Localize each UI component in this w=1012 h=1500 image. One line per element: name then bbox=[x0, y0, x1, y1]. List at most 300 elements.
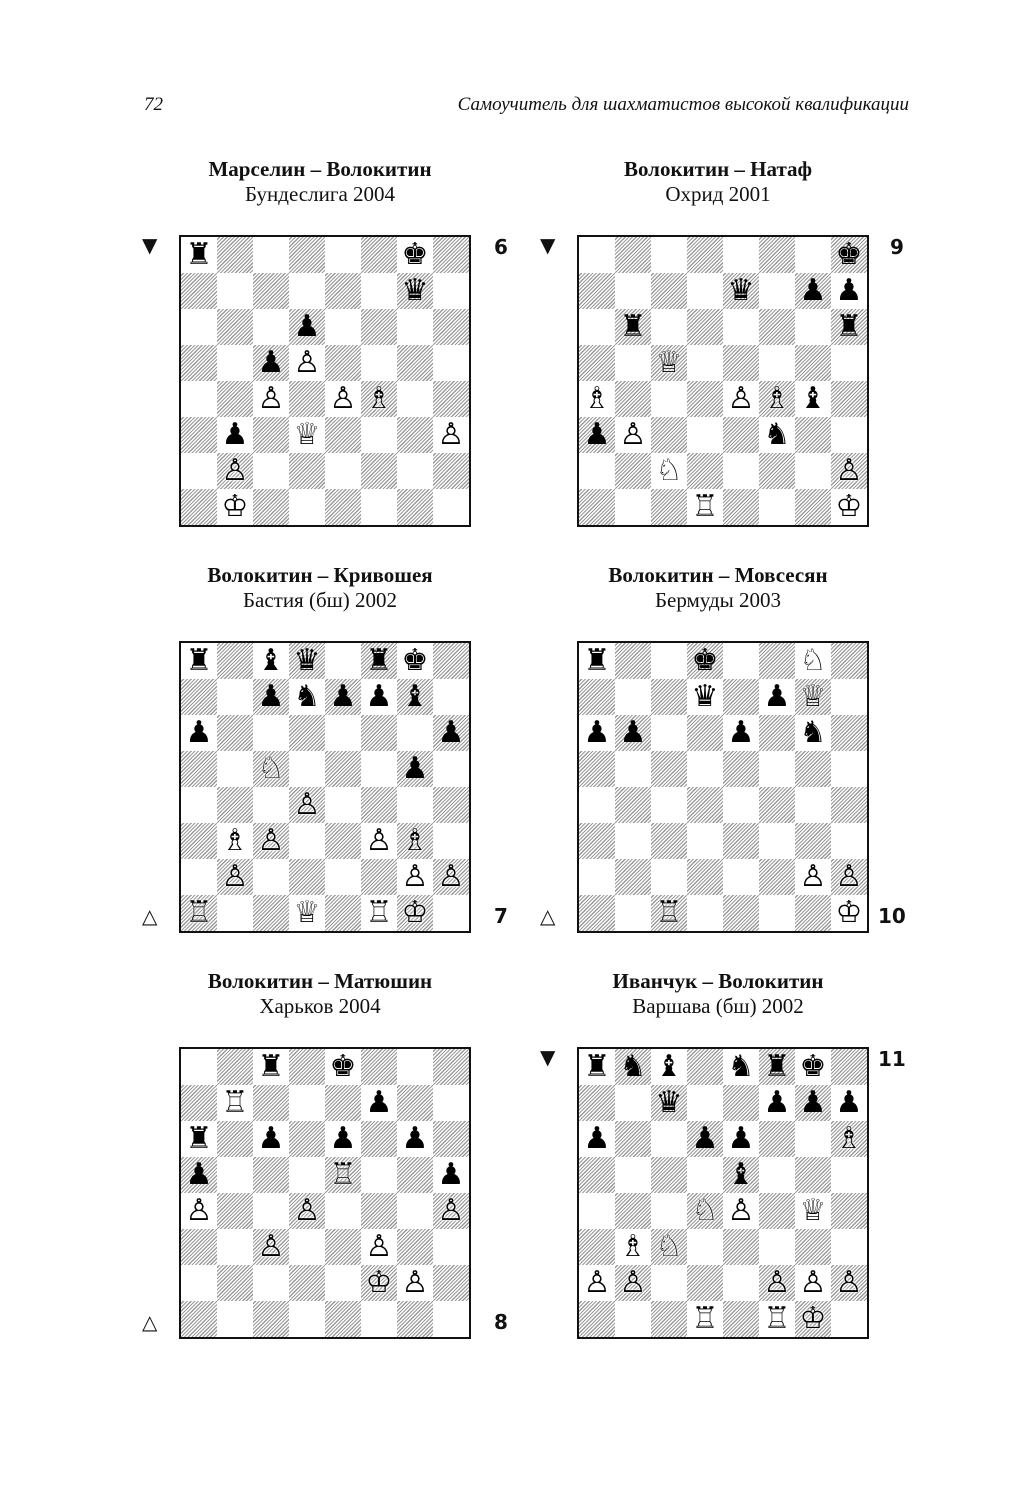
black-rook-icon: ♜ bbox=[257, 1049, 285, 1084]
dark-square bbox=[325, 1085, 361, 1121]
dark-square bbox=[361, 1193, 397, 1229]
dark-square bbox=[325, 489, 361, 525]
diagram-number: 10 bbox=[878, 904, 906, 928]
black-pawn-icon: ♟ bbox=[257, 1121, 285, 1156]
dark-square bbox=[217, 1265, 253, 1301]
dark-square bbox=[651, 417, 687, 453]
light-square bbox=[651, 715, 687, 751]
black-rook-icon: ♜ bbox=[365, 643, 393, 678]
game-event: Охрид 2001 bbox=[665, 182, 771, 206]
dark-square bbox=[579, 1301, 615, 1337]
dark-square bbox=[181, 751, 217, 787]
black-pawn-icon: ♟ bbox=[365, 679, 393, 714]
black-pawn-icon: ♟ bbox=[619, 715, 647, 750]
dark-square bbox=[795, 345, 831, 381]
dark-square bbox=[325, 823, 361, 859]
dark-square bbox=[687, 1265, 723, 1301]
light-square bbox=[615, 679, 651, 715]
light-square bbox=[615, 1301, 651, 1337]
white-bishop-icon: ♗ bbox=[365, 381, 393, 416]
diagram-10 bbox=[542, 563, 962, 963]
white-pawn-icon: ♙ bbox=[835, 859, 863, 894]
white-bishop-icon: ♗ bbox=[221, 823, 249, 858]
dark-square bbox=[433, 453, 469, 489]
light-square bbox=[723, 859, 759, 895]
game-title: Волокитин – Кривошея bbox=[207, 563, 433, 587]
dark-square bbox=[687, 859, 723, 895]
light-square bbox=[651, 237, 687, 273]
light-square bbox=[433, 679, 469, 715]
white-rook-icon: ♖ bbox=[691, 1301, 719, 1336]
dark-square bbox=[615, 453, 651, 489]
dark-square bbox=[181, 273, 217, 309]
light-square bbox=[579, 453, 615, 489]
light-square bbox=[795, 787, 831, 823]
black-queen-icon: ♛ bbox=[401, 273, 429, 308]
black-pawn-icon: ♟ bbox=[691, 1121, 719, 1156]
dark-square bbox=[831, 1193, 867, 1229]
light-square bbox=[615, 1085, 651, 1121]
light-square bbox=[615, 489, 651, 525]
turn-indicator: △ bbox=[142, 1310, 158, 1334]
dark-square bbox=[615, 381, 651, 417]
light-square bbox=[217, 1229, 253, 1265]
chess-board bbox=[577, 235, 869, 527]
white-pawn-icon: ♙ bbox=[221, 453, 249, 488]
light-square bbox=[687, 895, 723, 931]
turn-indicator: ▼ bbox=[540, 1045, 556, 1069]
dark-square bbox=[289, 1121, 325, 1157]
light-square bbox=[795, 1121, 831, 1157]
dark-square bbox=[289, 715, 325, 751]
light-square bbox=[759, 895, 795, 931]
light-square bbox=[325, 453, 361, 489]
light-square bbox=[433, 751, 469, 787]
black-knight-icon: ♞ bbox=[763, 417, 791, 452]
light-square bbox=[759, 823, 795, 859]
dark-square bbox=[289, 859, 325, 895]
dark-square bbox=[181, 1301, 217, 1337]
diagram-8 bbox=[144, 969, 564, 1369]
black-knight-icon: ♞ bbox=[293, 679, 321, 714]
dark-square bbox=[289, 1049, 325, 1085]
black-king-icon: ♚ bbox=[799, 1049, 827, 1084]
black-knight-icon: ♞ bbox=[799, 715, 827, 750]
light-square bbox=[289, 489, 325, 525]
light-square bbox=[651, 309, 687, 345]
white-king-icon: ♔ bbox=[365, 1265, 393, 1300]
dark-square bbox=[217, 715, 253, 751]
light-square bbox=[397, 715, 433, 751]
dark-square bbox=[361, 453, 397, 489]
black-pawn-icon: ♟ bbox=[437, 1157, 465, 1192]
dark-square bbox=[217, 237, 253, 273]
game-event: Харьков 2004 bbox=[259, 994, 381, 1018]
light-square bbox=[253, 787, 289, 823]
light-square bbox=[723, 787, 759, 823]
dark-square bbox=[579, 489, 615, 525]
black-bishop-icon: ♝ bbox=[401, 679, 429, 714]
black-pawn-icon: ♟ bbox=[763, 1085, 791, 1120]
dark-square bbox=[361, 715, 397, 751]
chess-board bbox=[179, 641, 471, 933]
light-square bbox=[723, 237, 759, 273]
light-square bbox=[651, 859, 687, 895]
white-king-icon: ♔ bbox=[835, 489, 863, 524]
dark-square bbox=[397, 489, 433, 525]
dark-square bbox=[579, 1085, 615, 1121]
dark-square bbox=[397, 1301, 433, 1337]
dark-square bbox=[397, 1085, 433, 1121]
dark-square bbox=[759, 309, 795, 345]
running-title: Самоучитель для шахматистов высокой квалификации bbox=[457, 94, 909, 115]
light-square bbox=[759, 489, 795, 525]
dark-square bbox=[579, 345, 615, 381]
light-square bbox=[289, 1229, 325, 1265]
dark-square bbox=[253, 1157, 289, 1193]
dark-square bbox=[325, 751, 361, 787]
light-square bbox=[795, 237, 831, 273]
white-rook-icon: ♖ bbox=[221, 1085, 249, 1120]
light-square bbox=[325, 787, 361, 823]
dark-square bbox=[615, 1121, 651, 1157]
light-square bbox=[651, 1265, 687, 1301]
dark-square bbox=[687, 787, 723, 823]
light-square bbox=[433, 273, 469, 309]
dark-square bbox=[181, 345, 217, 381]
dark-square bbox=[433, 1121, 469, 1157]
white-pawn-icon: ♙ bbox=[583, 1265, 611, 1300]
light-square bbox=[217, 751, 253, 787]
light-square bbox=[397, 787, 433, 823]
dark-square bbox=[615, 859, 651, 895]
dark-square bbox=[723, 417, 759, 453]
light-square bbox=[289, 273, 325, 309]
dark-square bbox=[433, 309, 469, 345]
light-square bbox=[687, 751, 723, 787]
light-square bbox=[759, 1157, 795, 1193]
dark-square bbox=[289, 453, 325, 489]
white-pawn-icon: ♙ bbox=[619, 1265, 647, 1300]
dark-square bbox=[181, 823, 217, 859]
dark-square bbox=[579, 823, 615, 859]
dark-square bbox=[615, 237, 651, 273]
white-pawn-icon: ♙ bbox=[257, 823, 285, 858]
white-bishop-icon: ♗ bbox=[619, 1229, 647, 1264]
light-square bbox=[325, 859, 361, 895]
light-square bbox=[723, 453, 759, 489]
light-square bbox=[181, 309, 217, 345]
game-event: Бермуды 2003 bbox=[654, 588, 782, 612]
black-bishop-icon: ♝ bbox=[727, 1157, 755, 1192]
black-queen-icon: ♛ bbox=[293, 643, 321, 678]
white-pawn-icon: ♙ bbox=[329, 381, 357, 416]
dark-square bbox=[795, 417, 831, 453]
black-pawn-icon: ♟ bbox=[835, 1085, 863, 1120]
dark-square bbox=[723, 895, 759, 931]
light-square bbox=[687, 1085, 723, 1121]
black-knight-icon: ♞ bbox=[727, 1049, 755, 1084]
dark-square bbox=[687, 1049, 723, 1085]
white-pawn-icon: ♙ bbox=[835, 453, 863, 488]
white-pawn-icon: ♙ bbox=[401, 1265, 429, 1300]
white-king-icon: ♔ bbox=[835, 895, 863, 930]
dark-square bbox=[181, 1229, 217, 1265]
white-rook-icon: ♖ bbox=[691, 489, 719, 524]
black-pawn-icon: ♟ bbox=[727, 715, 755, 750]
white-knight-icon: ♘ bbox=[257, 751, 285, 786]
dark-square bbox=[289, 237, 325, 273]
dark-square bbox=[723, 823, 759, 859]
dark-square bbox=[723, 1085, 759, 1121]
light-square bbox=[253, 715, 289, 751]
black-bishop-icon: ♝ bbox=[655, 1049, 683, 1084]
white-rook-icon: ♖ bbox=[329, 1157, 357, 1192]
light-square bbox=[397, 381, 433, 417]
white-pawn-icon: ♙ bbox=[727, 1193, 755, 1228]
black-king-icon: ♚ bbox=[401, 237, 429, 272]
white-pawn-icon: ♙ bbox=[257, 1229, 285, 1264]
dark-square bbox=[723, 751, 759, 787]
dark-square bbox=[397, 1157, 433, 1193]
dark-square bbox=[361, 859, 397, 895]
black-pawn-icon: ♟ bbox=[365, 1085, 393, 1120]
white-bishop-icon: ♗ bbox=[401, 823, 429, 858]
black-king-icon: ♚ bbox=[691, 643, 719, 678]
light-square bbox=[759, 273, 795, 309]
light-square bbox=[217, 273, 253, 309]
light-square bbox=[217, 1157, 253, 1193]
black-pawn-icon: ♟ bbox=[329, 1121, 357, 1156]
light-square bbox=[325, 643, 361, 679]
dark-square bbox=[759, 859, 795, 895]
turn-indicator: △ bbox=[540, 904, 556, 928]
light-square bbox=[831, 1301, 867, 1337]
turn-indicator: ▼ bbox=[540, 233, 556, 257]
turn-indicator: ▼ bbox=[142, 233, 158, 257]
black-pawn-icon: ♟ bbox=[221, 417, 249, 452]
dark-square bbox=[687, 237, 723, 273]
light-square bbox=[289, 823, 325, 859]
black-pawn-icon: ♟ bbox=[401, 751, 429, 786]
dark-square bbox=[795, 895, 831, 931]
white-pawn-icon: ♙ bbox=[293, 345, 321, 380]
white-pawn-icon: ♙ bbox=[619, 417, 647, 452]
dark-square bbox=[759, 237, 795, 273]
white-bishop-icon: ♗ bbox=[763, 381, 791, 416]
light-square bbox=[325, 309, 361, 345]
black-rook-icon: ♜ bbox=[619, 309, 647, 344]
dark-square bbox=[723, 345, 759, 381]
black-king-icon: ♚ bbox=[835, 237, 863, 272]
white-queen-icon: ♕ bbox=[799, 679, 827, 714]
dark-square bbox=[253, 273, 289, 309]
dark-square bbox=[795, 489, 831, 525]
light-square bbox=[181, 1049, 217, 1085]
black-rook-icon: ♜ bbox=[835, 309, 863, 344]
dark-square bbox=[795, 751, 831, 787]
black-rook-icon: ♜ bbox=[763, 1049, 791, 1084]
dark-square bbox=[651, 751, 687, 787]
white-pawn-icon: ♙ bbox=[763, 1265, 791, 1300]
dark-square bbox=[759, 787, 795, 823]
dark-square bbox=[253, 1301, 289, 1337]
dark-square bbox=[253, 417, 289, 453]
white-queen-icon: ♕ bbox=[655, 345, 683, 380]
dark-square bbox=[579, 1157, 615, 1193]
white-pawn-icon: ♙ bbox=[185, 1193, 213, 1228]
light-square bbox=[289, 1085, 325, 1121]
white-knight-icon: ♘ bbox=[691, 1193, 719, 1228]
dark-square bbox=[217, 1121, 253, 1157]
white-pawn-icon: ♙ bbox=[293, 1193, 321, 1228]
black-bishop-icon: ♝ bbox=[257, 643, 285, 678]
dark-square bbox=[361, 1049, 397, 1085]
dark-square bbox=[579, 895, 615, 931]
white-pawn-icon: ♙ bbox=[437, 859, 465, 894]
light-square bbox=[615, 345, 651, 381]
light-square bbox=[325, 237, 361, 273]
dark-square bbox=[181, 489, 217, 525]
light-square bbox=[687, 1229, 723, 1265]
dark-square bbox=[831, 1049, 867, 1085]
dark-square bbox=[361, 1121, 397, 1157]
light-square bbox=[759, 1229, 795, 1265]
dark-square bbox=[361, 787, 397, 823]
black-bishop-icon: ♝ bbox=[799, 381, 827, 416]
black-rook-icon: ♜ bbox=[185, 643, 213, 678]
black-pawn-icon: ♟ bbox=[799, 273, 827, 308]
dark-square bbox=[433, 643, 469, 679]
dark-square bbox=[289, 1265, 325, 1301]
light-square bbox=[795, 309, 831, 345]
dark-square bbox=[433, 787, 469, 823]
light-square bbox=[289, 751, 325, 787]
dark-square bbox=[759, 1121, 795, 1157]
light-square bbox=[687, 1157, 723, 1193]
game-title: Марселин – Волокитин bbox=[208, 157, 432, 181]
white-pawn-icon: ♙ bbox=[365, 1229, 393, 1264]
dark-square bbox=[831, 715, 867, 751]
black-pawn-icon: ♟ bbox=[185, 715, 213, 750]
dark-square bbox=[181, 679, 217, 715]
diagram-number: 7 bbox=[494, 904, 508, 928]
dark-square bbox=[687, 453, 723, 489]
light-square bbox=[615, 1157, 651, 1193]
dark-square bbox=[831, 643, 867, 679]
black-pawn-icon: ♟ bbox=[835, 273, 863, 308]
black-pawn-icon: ♟ bbox=[583, 715, 611, 750]
dark-square bbox=[217, 1049, 253, 1085]
white-pawn-icon: ♙ bbox=[221, 859, 249, 894]
dark-square bbox=[181, 417, 217, 453]
light-square bbox=[181, 453, 217, 489]
black-queen-icon: ♛ bbox=[691, 679, 719, 714]
light-square bbox=[759, 751, 795, 787]
light-square bbox=[615, 273, 651, 309]
black-pawn-icon: ♟ bbox=[727, 1121, 755, 1156]
black-pawn-icon: ♟ bbox=[583, 1121, 611, 1156]
dark-square bbox=[361, 237, 397, 273]
light-square bbox=[361, 751, 397, 787]
chess-board bbox=[179, 235, 471, 527]
dark-square bbox=[759, 643, 795, 679]
light-square bbox=[687, 273, 723, 309]
dark-square bbox=[397, 345, 433, 381]
dark-square bbox=[579, 751, 615, 787]
light-square bbox=[687, 823, 723, 859]
black-king-icon: ♚ bbox=[401, 643, 429, 678]
light-square bbox=[433, 823, 469, 859]
black-rook-icon: ♜ bbox=[583, 1049, 611, 1084]
dark-square bbox=[217, 643, 253, 679]
white-pawn-icon: ♙ bbox=[365, 823, 393, 858]
dark-square bbox=[831, 787, 867, 823]
dark-square bbox=[253, 1085, 289, 1121]
dark-square bbox=[579, 1229, 615, 1265]
white-knight-icon: ♘ bbox=[655, 1229, 683, 1264]
dark-square bbox=[795, 1229, 831, 1265]
white-rook-icon: ♖ bbox=[655, 895, 683, 930]
black-king-icon: ♚ bbox=[329, 1049, 357, 1084]
diagram-number: 8 bbox=[494, 1310, 508, 1334]
light-square bbox=[687, 417, 723, 453]
light-square bbox=[433, 1301, 469, 1337]
dark-square bbox=[579, 679, 615, 715]
light-square bbox=[181, 859, 217, 895]
dark-square bbox=[795, 1157, 831, 1193]
diagram-6 bbox=[144, 157, 564, 557]
light-square bbox=[217, 1301, 253, 1337]
dark-square bbox=[687, 715, 723, 751]
white-knight-icon: ♘ bbox=[799, 643, 827, 678]
light-square bbox=[795, 453, 831, 489]
white-king-icon: ♔ bbox=[221, 489, 249, 524]
light-square bbox=[687, 345, 723, 381]
white-queen-icon: ♕ bbox=[799, 1193, 827, 1228]
dark-square bbox=[759, 453, 795, 489]
light-square bbox=[723, 1265, 759, 1301]
dark-square bbox=[217, 1193, 253, 1229]
chess-board bbox=[577, 641, 869, 933]
light-square bbox=[433, 345, 469, 381]
light-square bbox=[433, 1085, 469, 1121]
light-square bbox=[579, 787, 615, 823]
game-title: Волокитин – Мовсесян bbox=[608, 563, 828, 587]
light-square bbox=[615, 895, 651, 931]
light-square bbox=[831, 679, 867, 715]
white-bishop-icon: ♗ bbox=[835, 1121, 863, 1156]
diagram-9 bbox=[542, 157, 962, 557]
light-square bbox=[831, 1229, 867, 1265]
black-queen-icon: ♛ bbox=[655, 1085, 683, 1120]
light-square bbox=[579, 859, 615, 895]
dark-square bbox=[325, 895, 361, 931]
dark-square bbox=[651, 679, 687, 715]
diagram-number: 9 bbox=[890, 235, 904, 259]
black-rook-icon: ♜ bbox=[185, 237, 213, 272]
dark-square bbox=[651, 489, 687, 525]
light-square bbox=[325, 715, 361, 751]
light-square bbox=[253, 309, 289, 345]
game-event: Бастия (бш) 2002 bbox=[242, 588, 398, 612]
white-pawn-icon: ♙ bbox=[799, 859, 827, 894]
black-pawn-icon: ♟ bbox=[583, 417, 611, 452]
white-pawn-icon: ♙ bbox=[293, 787, 321, 822]
light-square bbox=[579, 237, 615, 273]
black-pawn-icon: ♟ bbox=[763, 679, 791, 714]
dark-square bbox=[217, 309, 253, 345]
